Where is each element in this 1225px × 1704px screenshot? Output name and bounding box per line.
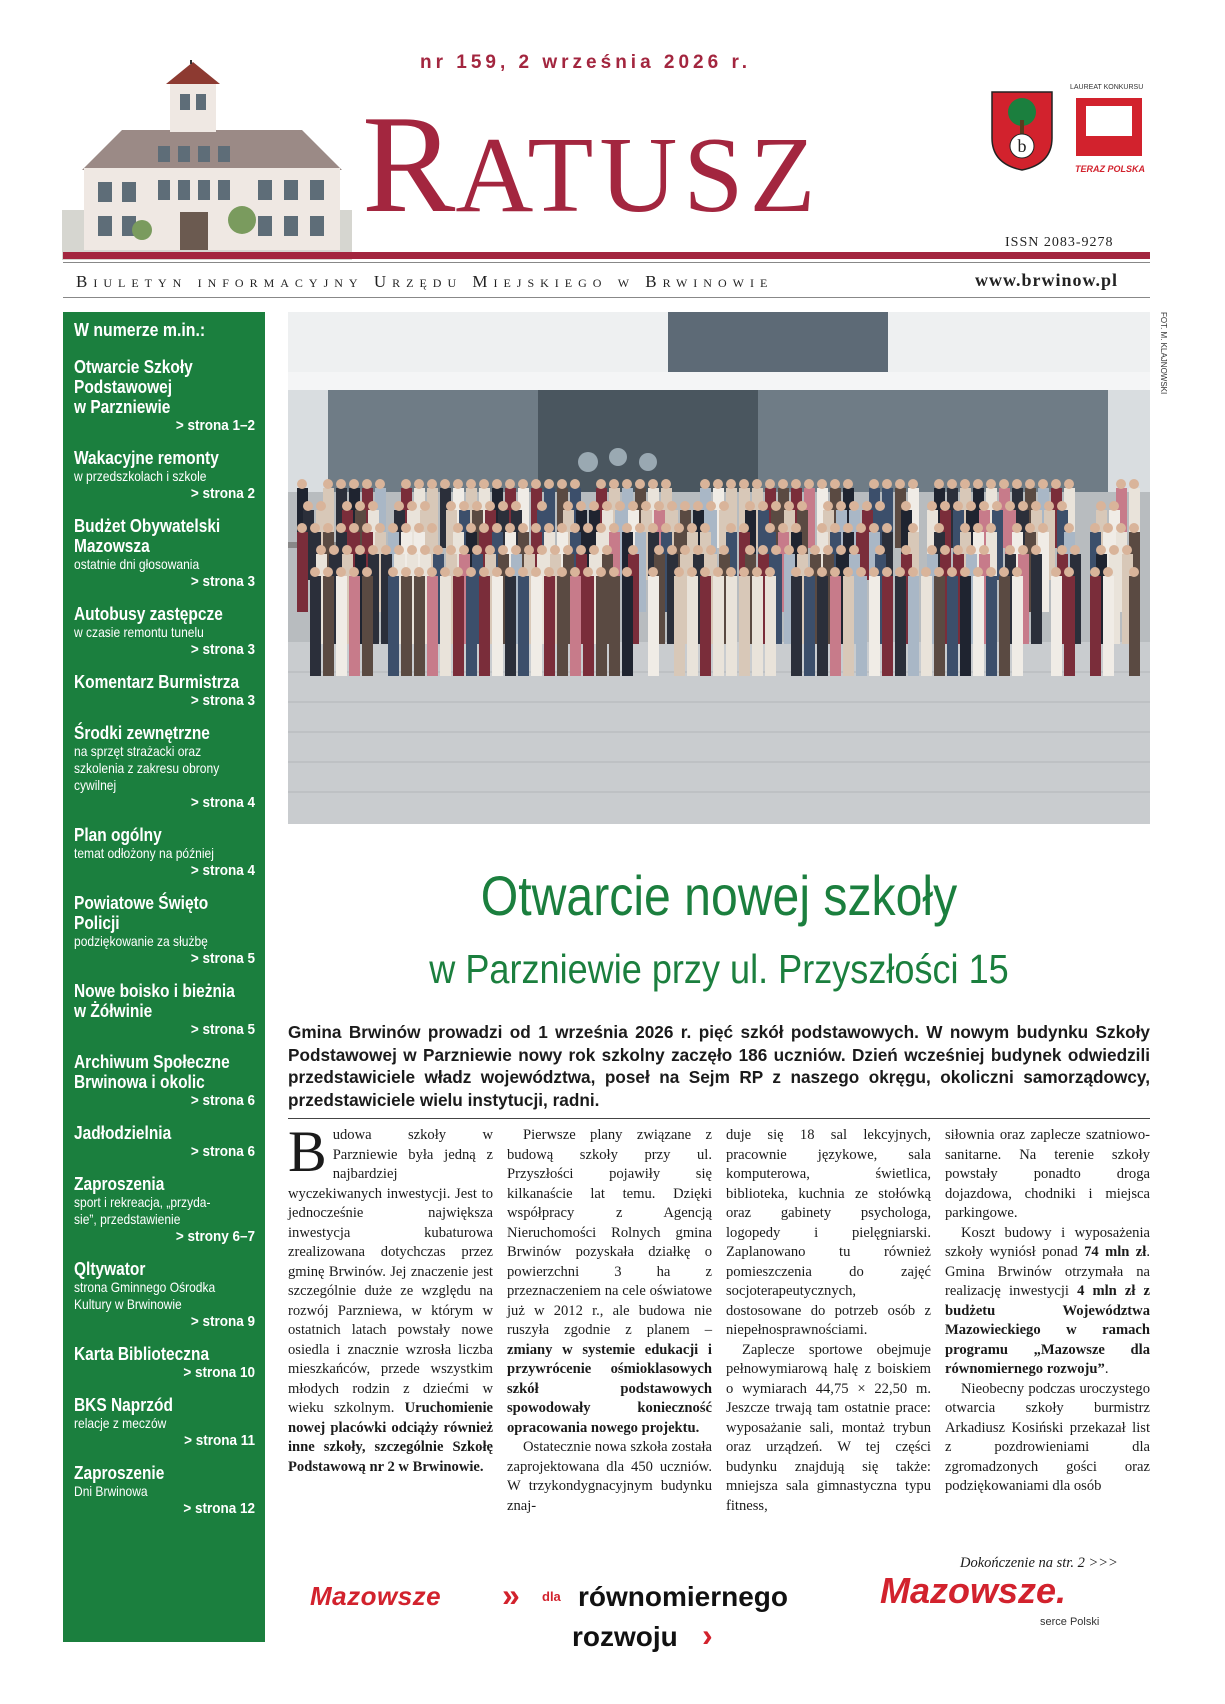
contents-item[interactable] [74,448,255,503]
contents-item-page: > strona 5 [190,1021,255,1038]
article-headline: Otwarcie nowej szkoły [480,864,958,927]
contents-item-title: Jadłodzielnia [74,1123,172,1143]
contents-item[interactable] [74,1052,255,1110]
article-subheadline: w Parzniewie przy ul. Przyszłości 15 [429,946,1009,992]
article-column-1 [288,1119,493,1556]
program-logo-line-1: równomiernego [578,1581,789,1612]
contents-item-page: > strona 3 [190,641,255,658]
contents-item[interactable] [74,981,255,1039]
contents-item-description: sport i rekreacja, „przyda- sie”, przedstawienie [74,1194,211,1227]
article-column-2 [507,1126,712,1556]
column-2-paragraph-1 [507,1126,712,1438]
program-logo-line-2: rozwoju [572,1621,678,1652]
contents-item-page: > strona 9 [190,1313,255,1330]
contents-item-page: > strona 3 [190,573,255,590]
column-1-text: udowa szkoły w Parzniewie była jedną z najbardziej wyczekiwanych inwestycji. Jest to jednocześnie największa inwestycja kubaturowa zrealizowana dotychczas przez gminę Brwinów. Jej znaczenie jest szczególnie duże ze względu na rozwój Parzniewa, w którym w ostatnich latach powstały nowe osiedla i znacznie wzrosła liczba mieszkańców, przede wszystkim młodych rodzin z dziećmi w wieku szkolnym. [288,1127,493,1416]
masthead-title [362,87,822,242]
contents-item-page: > strona 3 [190,692,255,709]
contents-item-description: ostatnie dni głosowania [74,556,200,572]
column-4-bold-funding: 4 mln zł z budżetu Województwa Mazowieckiego w ramach programu „Mazowsze dla równomiernego rozwoju” [945,1283,1150,1377]
contents-item-title: Zaproszenia [74,1174,165,1194]
contents-item[interactable] [74,893,255,968]
contents-item-title: Autobusy zastępcze [74,604,223,624]
continued-link[interactable]: Dokończenie na str. 2 >>> [960,1555,1118,1571]
contents-item-page: > strona 2 [190,485,255,502]
contents-item-page: > strona 6 [190,1143,255,1160]
contents-item-title: Karta Biblioteczna [74,1344,210,1364]
contents-item[interactable] [74,1344,255,1382]
mazowsze-brand-logo [880,1570,1150,1630]
laurel-caption-bottom: TERAZ POLSKA [1074,164,1145,174]
column-1-bold-text: Uruchomienie nowej placówki odciąży również inne szkoły, szczególnie Szkołę Podstawową nr 2 w Brwinowie. [288,1400,493,1475]
column-1-paragraph [288,1119,493,1477]
contents-item-page: > strona 12 [183,1500,255,1517]
contents-list [74,357,255,1518]
article-column-3 [726,1126,931,1556]
contents-item-title: Wakacyjne remonty [74,448,219,468]
contents-sidebar [63,312,265,1642]
contents-item-title: Plan ogólny [74,825,162,845]
laurel-caption-top: LAUREAT KONKURSU [1070,84,1144,91]
column-4-text-c: . Gmina Brwinów otrzymała na realizację inwestycji [945,1244,1150,1299]
contents-item-page: > strona 6 [190,1092,255,1109]
column-2-bold-text: zmiany w systemie edukacji i przywrócenie ośmioklasowych szkół podstawowych spowodowały konieczność opracowania nowego projektu. [507,1341,712,1436]
column-4-text-d: . [1104,1361,1109,1377]
teraz-polska-badge [1070,84,1150,184]
contents-item-description: Dni Brwinowa [74,1483,148,1499]
contents-item-description: temat odłożony na później [74,845,214,861]
contents-item[interactable] [74,825,255,880]
lead-divider [288,1118,1150,1119]
contents-item-page: > strona 4 [190,794,255,811]
drop-cap: B [288,1119,327,1184]
contents-item-title: BKS Naprzód [74,1395,173,1415]
contents-item-title: Zaproszenie [74,1463,165,1483]
contents-item-description: strona Gminnego Ośrodka Kultury w Brwinowie [74,1279,216,1312]
column-4-text-a: Koszt budowy i wyposażenia szkoły wyniósł ponad [945,1224,1150,1260]
brand-logo-name: Mazowsze. [880,1570,1067,1611]
column-2-text: Pierwsze plany związane z budową szkoły przy ul. Przyszłości pojawiły się kilkanaście lat temu. Dzięki współpracy z Agencją Nieruchomości Rolnych gmina Brwinów pozyskała działkę o powierzchni 3 ha z przeznaczeniem na cele oświatowe już w 2012 r., ale budowa nie ruszyła zgodnie z planem – [507,1127,712,1338]
contents-item-title: Budżet Obywatelski Mazowsza [74,516,221,556]
contents-item-description: podziękowanie za służbę [74,933,208,949]
contents-item-title: Qltywator [74,1259,146,1279]
masthead-title-initial: R [362,87,456,242]
teraz-polska-emblem-icon [1076,98,1142,156]
contents-item-description: w przedszkolach i szkole [74,468,207,484]
contents-item[interactable] [74,672,255,710]
contents-item[interactable] [74,604,255,659]
issn-number: ISSN 2083-9278 [1005,235,1114,250]
contents-item-title: Powiatowe Święto Policji [74,893,209,933]
contents-item[interactable] [74,1395,255,1450]
town-hall-illustration [62,60,352,260]
column-4-bold-cost: 74 mln zł [1084,1244,1147,1260]
contents-item-description: w czasie remontu tunelu [74,624,204,640]
contents-item[interactable] [74,1463,255,1518]
coat-arms-letter: b [1017,136,1027,156]
website-link[interactable]: www.brwinow.pl [975,270,1119,290]
contents-item-page: > strona 1–2 [175,417,255,434]
column-3-paragraph-2: Zaplecze sportowe obejmuje pełnowymiarową halę z boiskiem o wymiarach 44,75 × 22,50 m. Jeszcze trwają tam ostatnie prace: wyposażanie sali, montaż trybun oraz urządzeń. W tej części budynku znajdują się także: mniejsza sala gimnastyczna typu fitness, [726,1341,931,1514]
contents-item[interactable] [74,357,255,435]
photo-credit: FOT. M. KLAJNOWSKI [1159,312,1168,395]
subtitle-divider [63,297,1150,298]
contents-item-page: > strona 5 [190,950,255,967]
article-lead: Gmina Brwinów prowadzi od 1 września 2026 r. pięć szkół podstawowych. W nowym budynku Szkoły Podstawowej w Parzniewie nowy rok szkolny zaczęło 186 uczniów. Dzień wcześniej budynek odwiedzili przedstawiciele władz województwa, poseł na Sejm RP z naszego okręgu, okoliczni samorządowcy, przedstawiciele wielu instytucji, radni. [288,1022,1150,1110]
contents-heading: W numerze m.in.: [74,320,206,340]
mazowsze-program-logo [310,1577,850,1667]
contents-item-title: Archiwum Społeczne Brwinowa i okolic [74,1052,230,1092]
contents-item[interactable] [74,1259,255,1331]
issue-number-date: nr 159, 2 września 2026 r. [420,52,752,73]
masthead-title-rest: ATUSZ [455,116,822,235]
masthead-thin-divider [63,262,1150,263]
article-body [288,1119,1150,1556]
column-4-paragraph-1: siłownia oraz zaplecze szatniowo-sanitarne. Na terenie szkoły powstały ponadto droga dojazdowa, chodniki i miejsca parkingowe. [945,1127,1150,1221]
contents-item-description: relacje z meczów [74,1415,167,1431]
masthead-divider [63,252,1150,259]
contents-item-title: Środki zewnętrzne [74,723,210,743]
brwinow-coat-of-arms-icon [990,90,1054,172]
contents-item[interactable] [74,723,255,812]
program-logo-dla: dla [542,1589,561,1604]
contents-item-page: > strona 4 [190,862,255,879]
contents-item-title: Komentarz Burmistrza [74,672,240,692]
column-4-paragraph-3: Nieobecny podczas uroczystego otwarcia szkoły burmistrz Arkadiusz Kosiński przekazał list z pozdrowieniami dla zgromadzonych gości oraz podziękowaniami dla osób [945,1380,1150,1494]
program-logo-mazowsze: Mazowsze [310,1581,442,1611]
article-column-4 [945,1126,1150,1556]
double-chevron-icon: » [502,1577,520,1613]
contents-item-description: na sprzęt strażacki oraz szkolenia z zakresu obrony cywilnej [74,743,220,793]
school-opening-group-photo [288,312,1150,824]
contents-item-page: > strona 11 [184,1432,255,1449]
column-3-paragraph-1: duje się 18 sal lekcyjnych, pracownie językowe, sala komputerowa, świetlica, biblioteka, kuchnia ze stołówką oraz gabinety psychologa, logopedy i pielęgniarski. Zaplanowano tu również pomieszczenia do zajęć socjoterapeutycznych, dostosowane do potrzeb osób z niepełnosprawnościami. [726,1127,931,1338]
contents-item-page: > strona 10 [183,1364,255,1381]
brand-logo-tagline: serce Polski [1040,1616,1100,1628]
contents-item[interactable] [74,1174,255,1246]
contents-item-title: Otwarcie Szkoły Podstawowej w Parzniewie [74,357,193,417]
column-4-paragraph-2 [945,1224,1150,1380]
contents-item[interactable] [74,516,255,591]
contents-item[interactable] [74,1123,255,1161]
masthead-subtitle: Biuletyn informacyjny Urzędu Miejskiego w Brwinowie [76,272,774,291]
chevron-right-icon: › [702,1617,713,1653]
contents-item-title: Nowe boisko i bieżnia w Żółwinie [74,981,235,1021]
column-2-paragraph-2: Ostatecznie nowa szkoła została zaprojektowana dla 450 uczniów. W trzykondygnacyjnym budynku znaj- [507,1439,712,1514]
contents-item-page: > strony 6–7 [175,1228,255,1245]
